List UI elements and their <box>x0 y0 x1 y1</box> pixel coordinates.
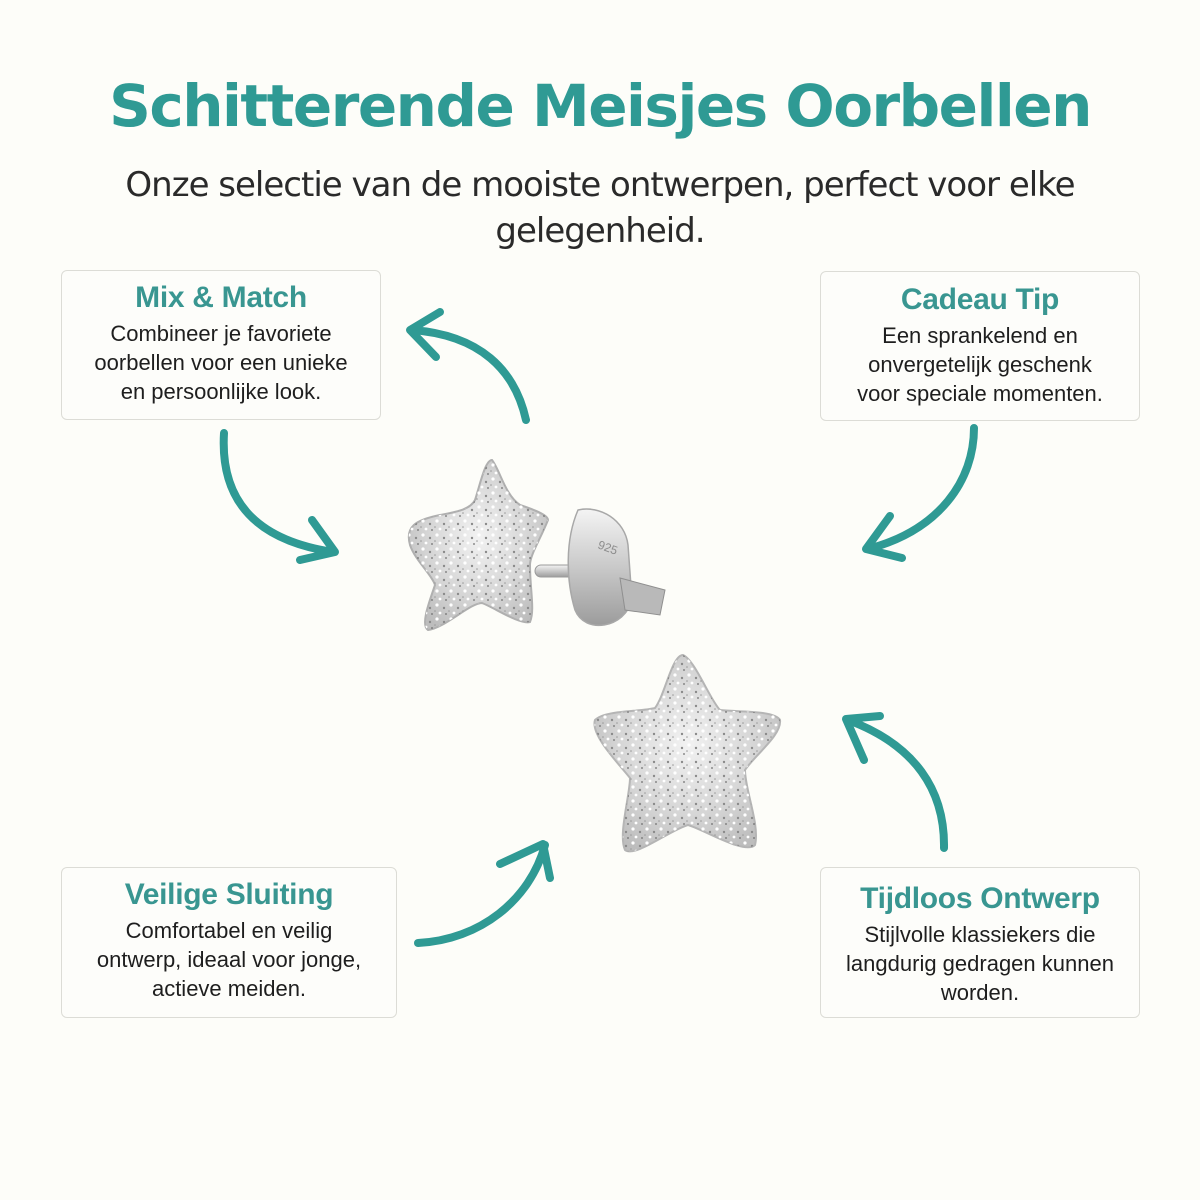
arrow-icon-from-veilige-sluiting <box>418 844 550 943</box>
card-text: Een sprankelend en onvergetelijk geschenk voor speciale momenten. <box>857 323 1103 406</box>
silver-stamp: 925 <box>595 537 620 558</box>
card-title: Cadeau Tip <box>900 283 1060 316</box>
arrow-icon-from-mix-match <box>224 433 335 560</box>
page-subtitle: Onze selectie van de mooiste ontwerpen, perfect voor elke gelegenheid. <box>125 165 1075 251</box>
card-text: Comfortabel en veilig ontwerp, ideaal voor jonge, actieve meiden. <box>96 918 362 1001</box>
page-title: Schitterende Meisjes Oorbellen <box>109 72 1091 140</box>
card-text: Stijlvolle klassiekers die langdurig gedragen kunnen worden. <box>846 922 1114 1005</box>
arrow-icon-from-cadeau-tip <box>866 428 974 558</box>
arrow-icon-from-tijdloos <box>846 716 944 848</box>
arrow-icon-to-mix-match <box>410 312 526 420</box>
card-title: Veilige Sluiting <box>124 878 334 911</box>
earring-front-view <box>594 655 780 851</box>
card-title: Mix & Match <box>135 281 307 314</box>
card-title: Tijdloos Ontwerp <box>860 882 1100 915</box>
earring-side-view <box>409 460 665 630</box>
card-text: Combineer je favoriete oorbellen voor een unieke en persoonlijke look. <box>94 321 348 404</box>
